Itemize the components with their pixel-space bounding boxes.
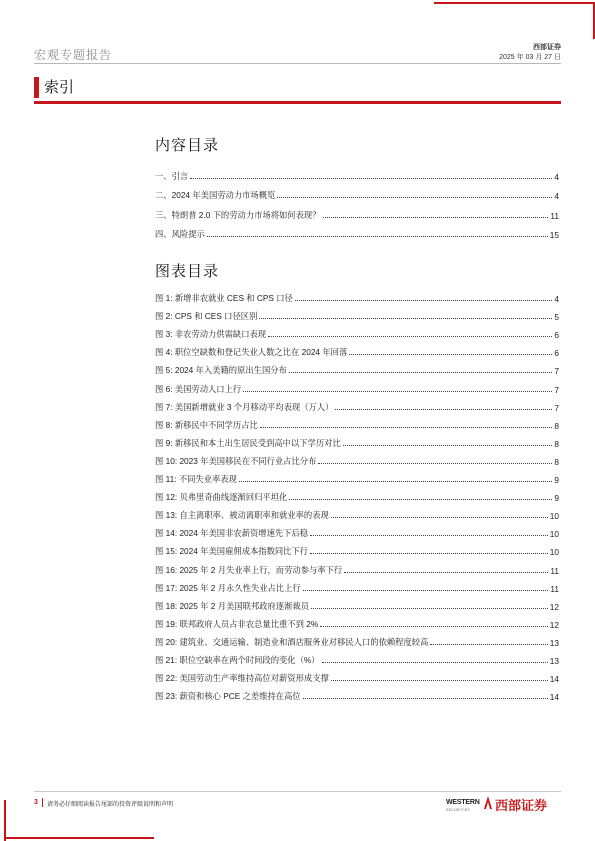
dot-leader	[268, 336, 552, 337]
entry-page: 14	[549, 674, 559, 685]
dot-leader	[310, 535, 548, 536]
dot-leader	[239, 481, 552, 482]
entry-label: 图 21: 职位空缺率在两个时间段的变化（%）	[155, 654, 320, 665]
dot-leader	[311, 608, 548, 609]
entry-page: 12	[549, 601, 559, 612]
corner-decoration-bottom-horizontal	[4, 837, 154, 839]
figure-entry[interactable]	[155, 449, 559, 467]
entry-page: 9	[554, 493, 559, 504]
figure-entry[interactable]	[155, 376, 559, 394]
figure-entry[interactable]	[155, 630, 559, 648]
entry-label: 图 15: 2024 年美国雇佣成本指数同比下行	[155, 546, 309, 557]
dot-leader	[343, 445, 553, 446]
dot-leader	[331, 517, 548, 518]
dot-leader	[349, 354, 552, 355]
contents-entry[interactable]	[155, 163, 559, 182]
dot-leader	[243, 391, 552, 392]
section-divider	[34, 101, 561, 104]
dot-leader	[331, 680, 548, 681]
entry-label: 三、特朗普 2.0 下的劳动力市场将如何表现？	[155, 209, 321, 220]
entry-page: 14	[549, 692, 559, 703]
figure-entry[interactable]	[155, 576, 559, 594]
dot-leader	[295, 300, 553, 301]
report-date: 2025 年 03 月 27 日	[499, 54, 561, 61]
entry-page: 12	[549, 619, 559, 630]
entry-label: 图 4: 职位空缺数和登记失业人数之比在 2024 年回落	[155, 347, 348, 358]
dot-leader	[322, 662, 548, 663]
entry-page: 10	[549, 547, 559, 558]
entry-page: 11	[550, 210, 559, 221]
dot-leader	[303, 590, 549, 591]
figure-entry[interactable]	[155, 358, 559, 376]
dot-leader	[335, 409, 552, 410]
entry-label: 图 10: 2023 年美国移民在不同行业占比分布	[155, 455, 317, 466]
figure-entry[interactable]	[155, 304, 559, 322]
contents-entry[interactable]	[155, 201, 559, 220]
western-securities-logo	[446, 792, 560, 822]
entry-page: 5	[554, 312, 559, 323]
entry-page: 6	[554, 348, 559, 359]
entry-page: 13	[549, 655, 559, 666]
figures-list	[155, 286, 559, 702]
entry-page: 8	[554, 456, 559, 467]
dot-leader	[303, 698, 548, 699]
entry-page: 15	[549, 229, 559, 240]
contents-list	[155, 163, 559, 240]
entry-page: 9	[554, 475, 559, 486]
dot-leader	[277, 197, 552, 198]
contents-heading: 内容目录	[155, 136, 220, 154]
entry-label: 图 11: 不同失业率表现	[155, 474, 237, 485]
dot-leader	[320, 626, 548, 627]
figure-entry[interactable]	[155, 413, 559, 431]
header-divider	[34, 63, 561, 64]
entry-page: 4	[554, 294, 559, 305]
figure-entry[interactable]	[155, 395, 559, 413]
entry-page: 8	[554, 420, 559, 431]
entry-label: 图 18: 2025 年 2 月美国联邦政府逐渐裁员	[155, 600, 309, 611]
entry-label: 图 2: CPS 和 CES 口径区别	[155, 311, 258, 322]
dot-leader	[318, 463, 552, 464]
entry-label: 图 6: 美国劳动人口上行	[155, 383, 242, 394]
figure-entry[interactable]	[155, 322, 559, 340]
report-type-label: 宏观专题报告	[34, 48, 113, 62]
entry-label: 图 7: 美国新增就业 3 个月移动平均表现（万人）	[155, 401, 334, 412]
section-title: 索引	[44, 78, 75, 96]
figure-entry[interactable]	[155, 340, 559, 358]
contents-entry[interactable]	[155, 221, 559, 240]
figure-entry[interactable]	[155, 684, 559, 702]
footer-page-number: 3	[34, 799, 38, 806]
entry-label: 图 17: 2025 年 2 月永久性失业占比上行	[155, 582, 301, 593]
entry-page: 10	[549, 529, 559, 540]
dot-leader	[430, 644, 547, 645]
corner-decoration-top-horizontal	[434, 2, 595, 4]
entry-page: 13	[549, 637, 559, 648]
dot-leader	[310, 553, 548, 554]
footer-separator	[42, 798, 43, 807]
entry-label: 图 3: 非农劳动力供需缺口表现	[155, 329, 267, 340]
section-accent-bar	[34, 77, 39, 98]
entry-label: 图 19: 联邦政府人员占非农总量比重不到 2%	[155, 618, 319, 629]
dot-leader	[207, 236, 548, 237]
entry-label: 二、2024 年美国劳动力市场概览	[155, 190, 276, 201]
entry-label: 图 22: 美国劳动生产率维持高位对薪资形成支撑	[155, 673, 329, 684]
entry-label: 一、引言	[155, 171, 189, 182]
figure-entry[interactable]	[155, 503, 559, 521]
header-brand: 西部证券	[533, 44, 561, 51]
entry-label: 图 8: 新移民中不同学历占比	[155, 419, 258, 430]
entry-page: 11	[550, 565, 559, 576]
dot-leader	[259, 318, 552, 319]
figure-entry[interactable]	[155, 594, 559, 612]
entry-page: 7	[554, 366, 559, 377]
logo-sub-text: SECURITIES	[446, 808, 471, 812]
logo-english-text: WESTERN	[446, 799, 480, 806]
entry-page: 4	[554, 191, 559, 202]
figure-entry[interactable]	[155, 485, 559, 503]
contents-entry[interactable]	[155, 182, 559, 201]
dot-leader	[289, 372, 553, 373]
footer-disclaimer: 请务必仔细阅读报告尾部的投资评级说明和声明	[47, 802, 174, 808]
figure-entry[interactable]	[155, 286, 559, 304]
entry-page: 4	[554, 172, 559, 183]
figures-heading: 图表目录	[155, 262, 220, 280]
entry-label: 图 20: 建筑业、交通运输、制造业和酒店服务业对移民人口的依赖程度较高	[155, 636, 429, 647]
entry-page: 11	[550, 583, 559, 594]
entry-label: 图 1: 新增非农就业 CES 和 CPS 口径	[155, 293, 293, 304]
entry-page: 7	[554, 402, 559, 413]
figure-entry[interactable]	[155, 521, 559, 539]
entry-label: 图 12: 贝弗里奇曲线逐渐回归平坦化	[155, 492, 288, 503]
entry-label: 图 5: 2024 年入美籍的原出生国分布	[155, 365, 287, 376]
figure-entry[interactable]	[155, 648, 559, 666]
entry-page: 7	[554, 384, 559, 395]
corner-decoration-bottom-vertical	[4, 800, 6, 841]
figure-entry[interactable]	[155, 431, 559, 449]
dot-leader	[190, 178, 552, 179]
dot-leader	[289, 499, 552, 500]
logo-chinese-text: 西部证券	[495, 798, 548, 813]
figure-entry[interactable]	[155, 557, 559, 575]
figure-entry[interactable]	[155, 467, 559, 485]
entry-label: 图 23: 薪资和核心 PCE 之差维持在高位	[155, 691, 301, 702]
entry-label: 图 16: 2025 年 2 月失业率上行，而劳动参与率下行	[155, 564, 343, 575]
logo-mark-icon	[483, 795, 493, 810]
entry-label: 图 14: 2024 年美国非农薪资增速先下后稳	[155, 528, 309, 539]
figure-entry[interactable]	[155, 539, 559, 557]
dot-leader	[260, 427, 553, 428]
figure-entry[interactable]	[155, 666, 559, 684]
figure-entry[interactable]	[155, 612, 559, 630]
entry-page: 10	[549, 511, 559, 522]
dot-leader	[323, 217, 549, 218]
entry-page: 6	[554, 330, 559, 341]
entry-label: 图 9: 新移民和本土出生居民受到高中以下学历对比	[155, 437, 341, 448]
entry-label: 四、风险提示	[155, 228, 205, 239]
dot-leader	[344, 572, 548, 573]
entry-page: 8	[554, 438, 559, 449]
entry-label: 图 13: 自主离职率、被动离职率和就业率的表现	[155, 510, 329, 521]
